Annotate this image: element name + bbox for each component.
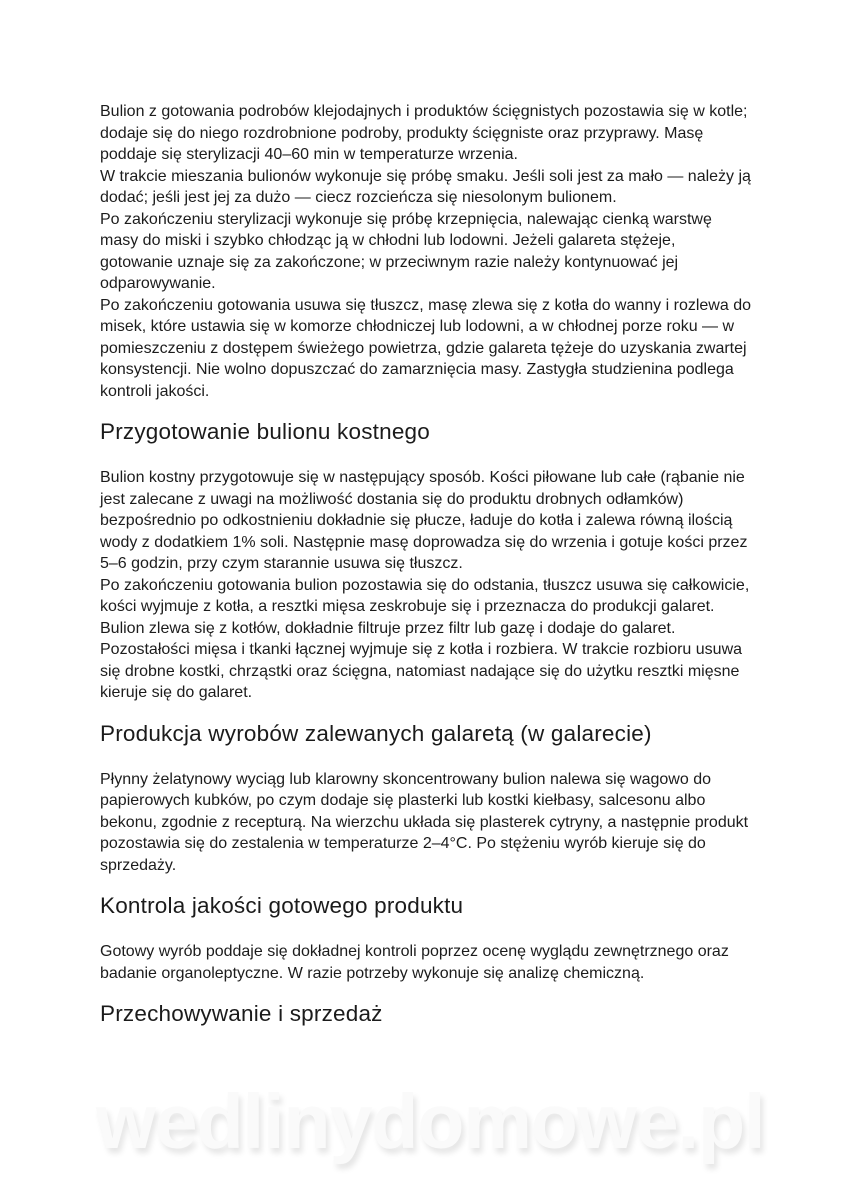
body-paragraph: Bulion zlewa się z kotłów, dokładnie filtruje przez filtr lub gazę i dodaje do galaret. bbox=[100, 619, 676, 637]
watermark: wedlinydomowe.pl bbox=[96, 1079, 765, 1165]
body-paragraph: Bulion kostny przygotowuje się w następujący sposób. Kości piłowane lub całe (rąbanie nie jest zalecane z uwagi na możliwość dostania się do produktu drobnych odłamków) bezpośrednio po odkostnieniu dokładnie się płucze, ładuje do kotła i zalewa równą ilością wody z dodatkiem 1% soli. Następnie masę doprowadza się do wrzenia i gotuje kości przez 5–6 godzin, przy czym starannie usuwa się tłuszcz. bbox=[100, 469, 748, 572]
body-paragraph: Gotowy wyrób poddaje się dokładnej kontroli poprzez ocenę wyglądu zewnętrznego oraz badanie organoleptyczne. W razie potrzeby wykonuje się analizę chemiczną. bbox=[100, 943, 729, 982]
section-heading: Produkcja wyrobów zalewanych galaretą (w galarecie) bbox=[100, 720, 652, 746]
body-paragraph: Płynny żelatynowy wyciąg lub klarowny skoncentrowany bulion nalewa się wagowo do papierowych kubków, po czym dodaje się plasterki lub kostki kiełbasy, salcesonu albo bekonu, zgodnie z recepturą. Na wierzchu układa się plasterek cytryny, a następnie produkt pozostawia się do zestalenia w temperaturze 2–4°C. Po stężeniu wyrób kieruje się do sprzedaży. bbox=[100, 770, 749, 874]
section-heading: Przechowywanie i sprzedaż bbox=[100, 1001, 383, 1026]
section-heading: Kontrola jakości gotowego produktu bbox=[100, 893, 464, 918]
body-paragraph: W trakcie mieszania bulionów wykonuje się próbę smaku. Jeśli soli jest za mało — należy ją dodać; jeśli jest jej za dużo — ciecz rozcieńcza się niesolonym bulionem. bbox=[100, 167, 751, 206]
body-paragraph: Bulion z gotowania podrobów klejodajnych i produktów ścięgnistych pozostawia się w kotle; dodaje się do niego rozdrobnione podroby, produkty ścięgniste oraz przyprawy. Masę poddaje się sterylizacji 40–60 min w temperaturze wrzenia. bbox=[100, 103, 748, 163]
body-paragraph: Po zakończeniu gotowania usuwa się tłuszcz, masę zlewa się z kotła do wanny i rozlewa do misek, które ustawia się w komorze chłodniczej lub lodowni, a w chłodnej porze roku — w pomieszczeniu z dostępem świeżego powietrza, gdzie galareta tężeje do uzyskania zwartej konsystencji. Nie wolno dopuszczać do zamarznięcia masy. Zastygła studzienina podlega kontroli jakości. bbox=[100, 296, 751, 400]
body-paragraph: Pozostałości mięsa i tkanki łącznej wyjmuje się z kotła i rozbiera. W trakcie rozbioru usuwa się drobne kostki, chrząstki oraz ścięgna, natomiast nadające się do użytku resztki mięsne kieruje się do galaret. bbox=[100, 641, 743, 701]
section-heading: Przygotowanie bulionu kostnego bbox=[100, 419, 430, 444]
body-paragraph: Po zakończeniu gotowania bulion pozostawia się do odstania, tłuszcz usuwa się całkowicie, kości wyjmuje z kotła, a resztki mięsa zeskrobuje się i przeznacza do produkcji galaret. bbox=[100, 576, 750, 615]
document-content bbox=[100, 101, 751, 1049]
body-paragraph: Po zakończeniu sterylizacji wykonuje się próbę krzepnięcia, nalewając cienką warstwę masy do miski i szybko chłodząc ją w chłodni lub lodowni. Jeżeli galareta stężeje, gotowanie uznaje się za zakończone; w przeciwnym razie należy kontynuować jej odparowywanie. bbox=[100, 210, 712, 292]
